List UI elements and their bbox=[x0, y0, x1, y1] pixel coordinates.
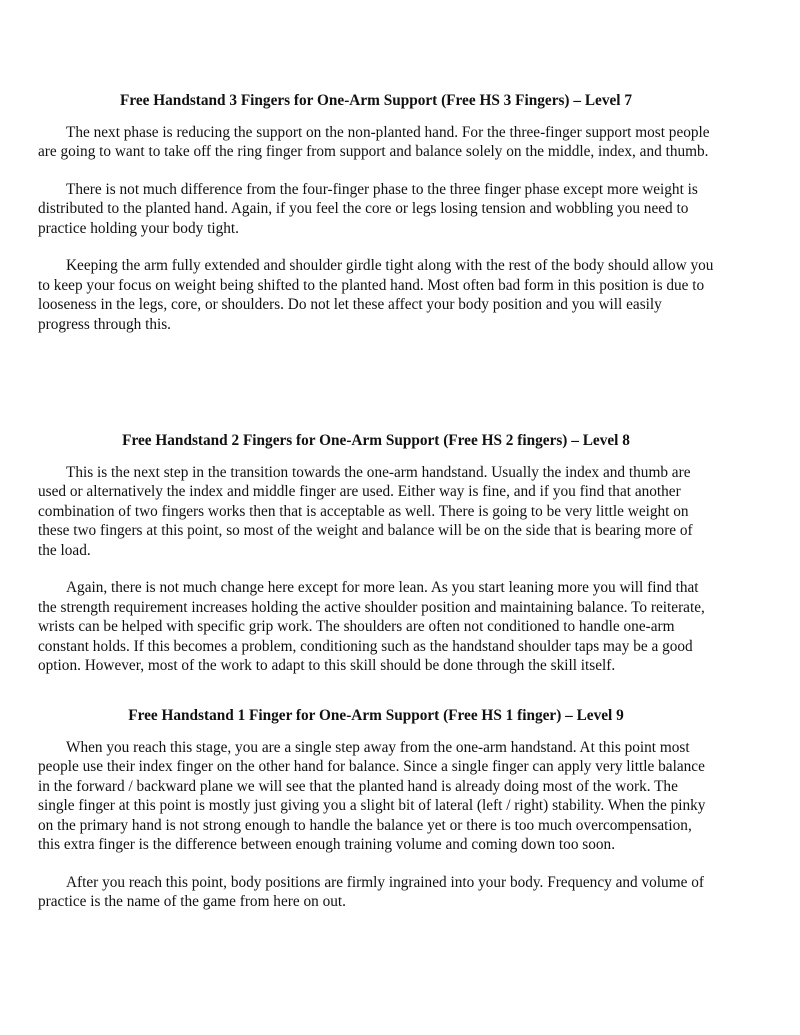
section-level-7 bbox=[38, 91, 714, 352]
paragraph: Again, there is not much change here except for more lean. As you start leaning more you will find that the strength requirement increases holding the active shoulder position and maintaining balance. To reiterate, wrists can be helped with specific grip work. The shoulders are often not conditioned to handle one-arm constant holds. If this becomes a problem, conditioning such as the handstand shoulder taps may be a good option. However, most of the work to adapt to this skill should be done through the skill itself. bbox=[38, 579, 705, 674]
paragraph: After you reach this point, body positions are firmly ingrained into your body. Frequency and volume of practice is the name of the game from here on out. bbox=[38, 873, 704, 910]
paragraph: Keeping the arm fully extended and shoulder girdle tight along with the rest of the body should allow you to keep your focus on weight being shifted to the planted hand. Most often bad form in this position is due to looseness in the legs, core, or shoulders. Do not let these affect your body position and you will easily progress through this. bbox=[38, 257, 714, 333]
section-heading: Free Handstand 3 Fingers for One-Arm Support (Free HS 3 Fingers) – Level 7 bbox=[120, 92, 632, 109]
section-level-8 bbox=[38, 431, 714, 694]
paragraph: This is the next step in the transition towards the one-arm handstand. Usually the index and thumb are used or alternatively the index and middle finger are used. Either way is fine, and if you find that another combination of two fingers works then that is acceptable as well. There is going to be very little weight on these two fingers at this point, so most of the weight and balance will be on the side that is bearing more of the load. bbox=[38, 463, 693, 559]
section-heading: Free Handstand 1 Finger for One-Arm Support (Free HS 1 finger) – Level 9 bbox=[128, 707, 624, 724]
section-level-9 bbox=[38, 706, 714, 930]
paragraph: There is not much difference from the four-finger phase to the three finger phase except more weight is distributed to the planted hand. Again, if you feel the core or legs losing tension and wobbling you need to practice holding your body tight. bbox=[38, 180, 698, 237]
section-heading: Free Handstand 2 Fingers for One-Arm Support (Free HS 2 fingers) – Level 8 bbox=[122, 432, 630, 449]
paragraph: The next phase is reducing the support on the non-planted hand. For the three-finger support most people are going to want to take off the ring finger from support and balance solely on the middle, index, and thumb. bbox=[38, 123, 710, 160]
paragraph: When you reach this stage, you are a single step away from the one-arm handstand. At this point most people use their index finger on the other hand for balance. Since a single finger can apply very little balance in the forward / backward plane we will see that the planted hand is already doing most of the work. The single finger at this point is mostly just giving you a slight bit of lateral (left / right) stability. When the pinky on the primary hand is not strong enough to handle the balance yet or there is too much overcompensation, this extra finger is the difference between enough training volume and coming down too soon. bbox=[38, 738, 706, 853]
